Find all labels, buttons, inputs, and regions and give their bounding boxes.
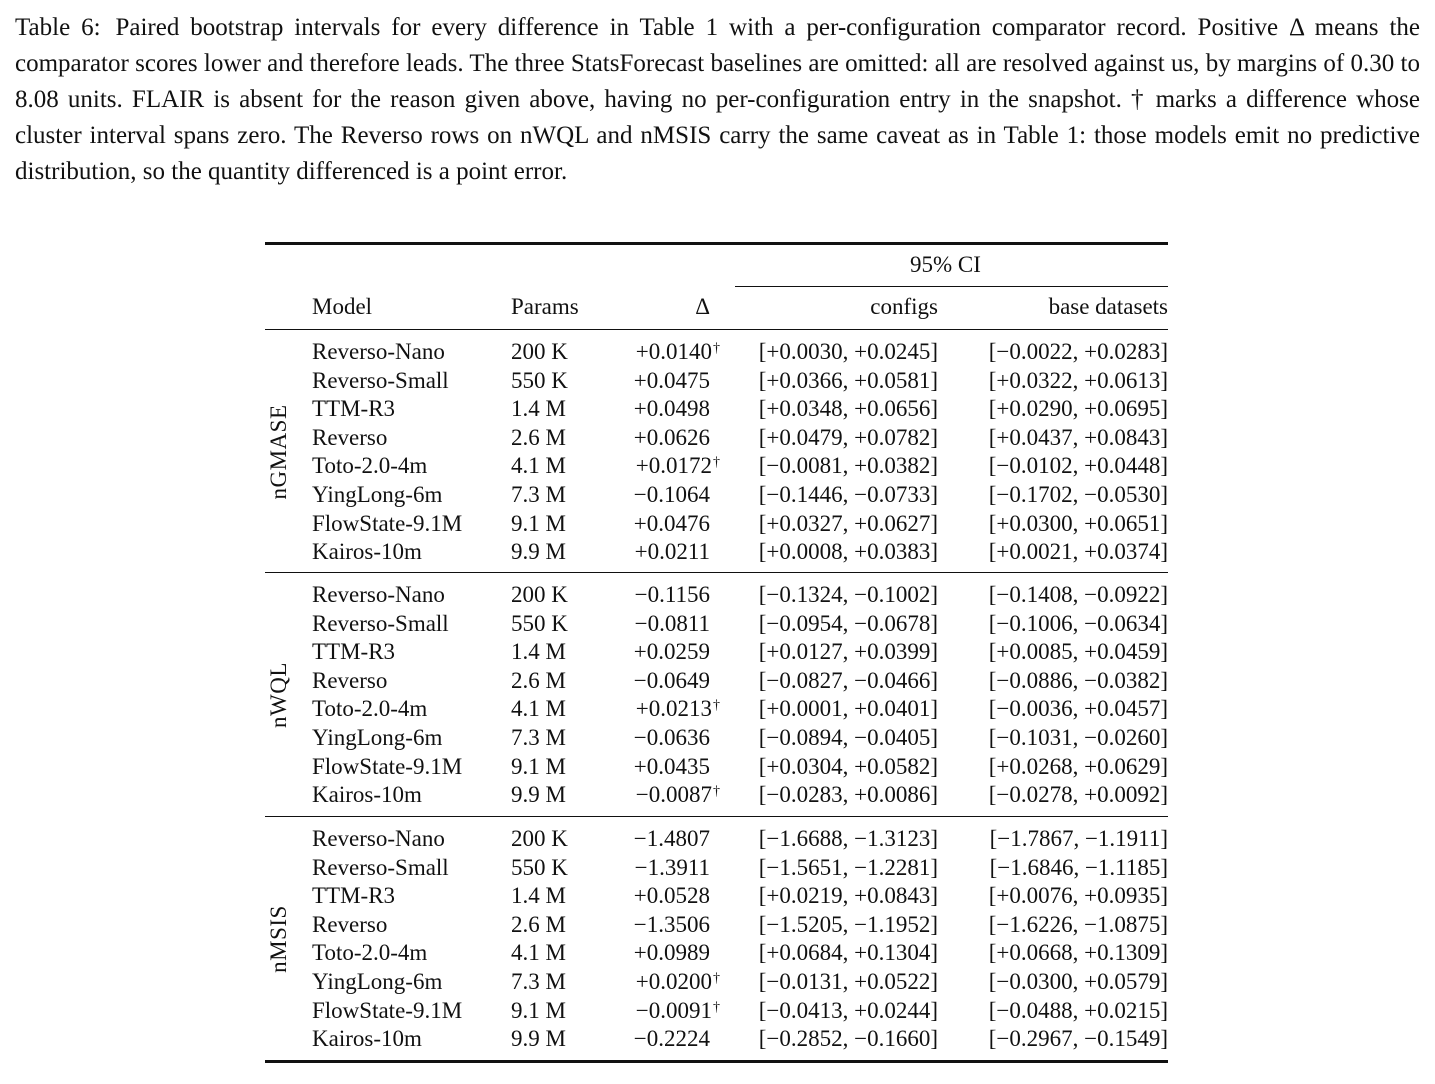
model-cell: Reverso-Small xyxy=(312,610,449,636)
delta-cell xyxy=(636,338,720,367)
ci-configs-cell: [−0.1446, −0.0733] xyxy=(758,482,938,507)
metric-label-text: nWQL xyxy=(266,662,291,729)
model-cell: FlowState-9.1M xyxy=(312,997,463,1023)
dagger-mark: † xyxy=(713,455,720,471)
delta-value: +0.0172 xyxy=(635,453,712,479)
params-cell: 550 K xyxy=(511,610,568,636)
ci-configs-header: configs xyxy=(870,294,938,319)
ci-base-cell: [−1.6846, −1.1185] xyxy=(989,854,1168,880)
delta-value: +0.0498 xyxy=(633,396,710,422)
delta-cell xyxy=(634,939,710,968)
params-cell: 1.4 M xyxy=(511,639,566,665)
ci-configs-cell: [−1.5651, −1.2281] xyxy=(758,854,938,880)
model-cell: FlowState-9.1M xyxy=(312,753,463,779)
section-rule xyxy=(265,572,1168,573)
params-cell: 550 K xyxy=(511,367,568,393)
params-cell: 9.9 M xyxy=(511,1026,566,1052)
params-cell: 4.1 M xyxy=(511,696,566,722)
ci-base-cell: [+0.0322, +0.0613] xyxy=(988,367,1168,393)
ci-configs-cell: [−0.0827, −0.0466] xyxy=(758,667,938,693)
params-cell: 9.1 M xyxy=(511,997,566,1023)
delta-value: −1.4807 xyxy=(633,826,710,851)
model-cell: Reverso xyxy=(312,667,388,693)
model-cell: YingLong-6m xyxy=(312,969,443,994)
ci-base-header: base datasets xyxy=(1048,294,1168,319)
ci-configs-cell: [−0.0894, −0.0405] xyxy=(758,725,938,750)
params-header: Params xyxy=(511,294,579,319)
model-cell: Toto-2.0-4m xyxy=(312,453,428,479)
delta-cell xyxy=(636,997,720,1026)
model-cell: Reverso-Nano xyxy=(312,826,445,851)
caption-text: Paired bootstrap intervals for every difference in Table 1 with a per-configuration comparator record. Positive Δ means the comparator scores lower and therefore leads. The three StatsForecast baselines are omitted: all are resolved against us, by margins of 0.30 to 8.08 units. FLAIR is absent for the reason given above, having no per-configuration entry in the snapshot. † marks a difference whose cluster interval spans zero. The Reverso rows on nWQL and nMSIS carry the same caveat as in Table 1: those models emit no predictive distribution, so the quantity differenced is a point error. xyxy=(15,14,1421,185)
dagger-mark: † xyxy=(713,784,720,800)
delta-value: −0.0636 xyxy=(633,725,710,750)
params-cell: 550 K xyxy=(511,854,568,880)
model-cell: TTM-R3 xyxy=(312,639,396,665)
model-cell: Kairos-10m xyxy=(312,539,422,565)
delta-value: −0.0649 xyxy=(633,667,710,693)
delta-cell xyxy=(636,781,720,810)
params-cell: 2.6 M xyxy=(511,424,566,450)
ci-configs-cell: [−0.1324, −0.1002] xyxy=(758,582,938,607)
ci-group-rule xyxy=(735,286,1168,287)
delta-value: +0.0528 xyxy=(633,883,710,909)
ci-base-cell: [−1.6226, −1.0875] xyxy=(988,911,1168,937)
table-caption xyxy=(15,10,1420,190)
dagger-mark: † xyxy=(713,999,720,1015)
delta-cell xyxy=(634,667,710,696)
ci-configs-cell: [−0.0283, +0.0086] xyxy=(758,782,938,808)
delta-value: +0.0435 xyxy=(633,753,710,779)
ci-configs-cell: [+0.0479, +0.0782] xyxy=(758,424,938,450)
model-cell: YingLong-6m xyxy=(312,482,443,507)
model-cell: TTM-R3 xyxy=(312,883,396,909)
delta-value: +0.0211 xyxy=(634,539,710,565)
ci-configs-cell: [+0.0348, +0.0656] xyxy=(758,396,938,422)
ci-base-cell: [+0.0290, +0.0695] xyxy=(988,396,1168,422)
ci-configs-cell: [−0.0081, +0.0382] xyxy=(758,453,938,479)
delta-cell xyxy=(634,825,710,854)
delta-value: −0.0087 xyxy=(635,782,712,808)
ci-base-cell: [+0.0437, +0.0843] xyxy=(988,424,1168,450)
delta-value: +0.0475 xyxy=(633,367,710,393)
ci-base-cell: [−0.2967, −0.1549] xyxy=(988,1026,1168,1052)
model-cell: Toto-2.0-4m xyxy=(312,940,428,966)
ci-base-cell: [+0.0300, +0.0651] xyxy=(988,510,1168,536)
ci-configs-cell: [+0.0304, +0.0582] xyxy=(758,753,938,779)
delta-value: +0.0140 xyxy=(635,339,712,364)
dagger-mark: † xyxy=(713,341,720,356)
params-cell: 200 K xyxy=(511,582,568,607)
params-cell: 7.3 M xyxy=(511,482,566,507)
delta-cell xyxy=(634,1025,710,1054)
ci-base-cell: [−0.0488, +0.0215] xyxy=(988,997,1168,1023)
top-rule xyxy=(265,242,1168,245)
params-cell: 2.6 M xyxy=(511,911,566,937)
model-cell: Reverso xyxy=(312,911,388,937)
ci-configs-cell: [+0.0030, +0.0245] xyxy=(758,339,938,364)
params-cell: 200 K xyxy=(511,826,568,851)
delta-cell xyxy=(636,695,720,724)
ci-base-cell: [−0.1408, −0.0922] xyxy=(988,582,1168,607)
delta-cell xyxy=(635,610,710,639)
model-cell: YingLong-6m xyxy=(312,725,443,750)
model-cell: Kairos-10m xyxy=(312,1026,422,1052)
ci-configs-cell: [−0.0131, +0.0522] xyxy=(758,969,938,994)
model-header: Model xyxy=(312,294,373,319)
ci-configs-cell: [+0.0127, +0.0399] xyxy=(758,639,938,665)
delta-cell xyxy=(634,882,710,911)
model-cell: Reverso-Nano xyxy=(312,339,445,364)
delta-value: +0.0626 xyxy=(633,424,710,450)
delta-value: −0.0091 xyxy=(635,997,712,1023)
ci-configs-cell: [+0.0327, +0.0627] xyxy=(758,510,938,536)
ci-configs-cell: [−1.6688, −1.3123] xyxy=(758,826,938,851)
delta-header: Δ xyxy=(695,294,710,319)
ci-configs-cell: [−1.5205, −1.1952] xyxy=(758,911,938,937)
delta-value: −0.0811 xyxy=(634,610,710,636)
delta-value: +0.0989 xyxy=(633,940,710,966)
metric-label-text: nGMASE xyxy=(266,404,291,500)
ci-configs-cell: [+0.0008, +0.0383] xyxy=(758,539,938,565)
ci-base-cell: [+0.0268, +0.0629] xyxy=(988,753,1168,779)
ci-configs-cell: [+0.0366, +0.0581] xyxy=(758,367,938,393)
delta-value: −0.1064 xyxy=(633,482,710,507)
delta-cell xyxy=(636,452,720,481)
delta-cell xyxy=(635,581,710,610)
params-cell: 7.3 M xyxy=(511,725,566,750)
params-cell: 9.1 M xyxy=(511,753,566,779)
section-rule xyxy=(265,329,1168,330)
delta-value: +0.0259 xyxy=(633,639,710,665)
ci-base-cell: [−0.0886, −0.0382] xyxy=(988,667,1168,693)
delta-value: +0.0200 xyxy=(635,969,712,994)
delta-cell xyxy=(634,424,710,453)
ci-base-cell: [−0.1006, −0.0634] xyxy=(988,610,1168,636)
delta-cell xyxy=(635,538,710,567)
params-cell: 2.6 M xyxy=(511,667,566,693)
params-cell: 200 K xyxy=(511,339,568,364)
ci-base-cell: [−0.0278, +0.0092] xyxy=(988,782,1168,808)
ci-base-cell: [−0.0300, +0.0579] xyxy=(988,969,1168,994)
model-cell: Toto-2.0-4m xyxy=(312,696,428,722)
model-cell: Reverso-Small xyxy=(312,367,449,393)
delta-value: +0.0476 xyxy=(633,510,710,536)
delta-value: −0.1156 xyxy=(634,582,710,607)
ci-configs-cell: [−0.0413, +0.0244] xyxy=(758,997,938,1023)
delta-value: −1.3506 xyxy=(633,911,710,937)
delta-cell xyxy=(634,510,710,539)
delta-cell xyxy=(634,395,710,424)
delta-cell xyxy=(634,638,710,667)
delta-cell xyxy=(634,753,710,782)
ci-base-cell: [−0.0102, +0.0448] xyxy=(988,453,1168,479)
delta-cell xyxy=(634,481,710,510)
ci-group-header: 95% CI xyxy=(910,252,981,277)
ci-configs-cell: [−0.2852, −0.1660] xyxy=(758,1026,938,1052)
ci-base-cell: [−0.0022, +0.0283] xyxy=(988,339,1168,364)
section-rule xyxy=(265,816,1168,817)
bottom-rule xyxy=(265,1060,1168,1063)
ci-base-cell: [−0.1702, −0.0530] xyxy=(988,482,1168,507)
params-cell: 4.1 M xyxy=(511,453,566,479)
params-cell: 1.4 M xyxy=(511,396,566,422)
model-cell: Reverso-Nano xyxy=(312,582,445,607)
ci-base-cell: [+0.0085, +0.0459] xyxy=(988,639,1168,665)
model-cell: Reverso xyxy=(312,424,388,450)
delta-value: −0.2224 xyxy=(633,1026,710,1052)
model-cell: Reverso-Small xyxy=(312,854,449,880)
ci-base-cell: [+0.0076, +0.0935] xyxy=(988,883,1168,909)
caption-label: Table 6: xyxy=(15,14,101,41)
model-cell: FlowState-9.1M xyxy=(312,510,463,536)
delta-cell xyxy=(634,724,710,753)
params-cell: 4.1 M xyxy=(511,940,566,966)
delta-cell xyxy=(634,911,710,940)
ci-configs-cell: [+0.0684, +0.1304] xyxy=(758,940,938,966)
model-cell: TTM-R3 xyxy=(312,396,396,422)
ci-configs-cell: [−0.0954, −0.0678] xyxy=(758,610,938,636)
dagger-mark: † xyxy=(713,698,720,714)
metric-label-text: nMSIS xyxy=(266,905,291,974)
delta-value: −1.3911 xyxy=(634,854,710,880)
ci-base-cell: [−0.0036, +0.0457] xyxy=(988,696,1168,722)
params-cell: 7.3 M xyxy=(511,969,566,994)
params-cell: 9.9 M xyxy=(511,539,566,565)
delta-cell xyxy=(636,968,720,997)
ci-base-cell: [+0.0021, +0.0374] xyxy=(988,539,1168,565)
params-cell: 9.9 M xyxy=(511,782,566,808)
delta-cell xyxy=(635,854,710,883)
ci-base-cell: [−0.1031, −0.0260] xyxy=(988,725,1168,750)
params-cell: 1.4 M xyxy=(511,883,566,909)
ci-configs-cell: [+0.0001, +0.0401] xyxy=(758,696,938,722)
params-cell: 9.1 M xyxy=(511,510,566,536)
dagger-mark: † xyxy=(713,971,720,986)
model-cell: Kairos-10m xyxy=(312,782,422,808)
delta-value: +0.0213 xyxy=(635,696,712,722)
ci-base-cell: [−1.7867, −1.1911] xyxy=(989,826,1168,851)
ci-base-cell: [+0.0668, +0.1309] xyxy=(988,940,1168,966)
ci-configs-cell: [+0.0219, +0.0843] xyxy=(758,883,938,909)
delta-cell xyxy=(634,367,710,396)
